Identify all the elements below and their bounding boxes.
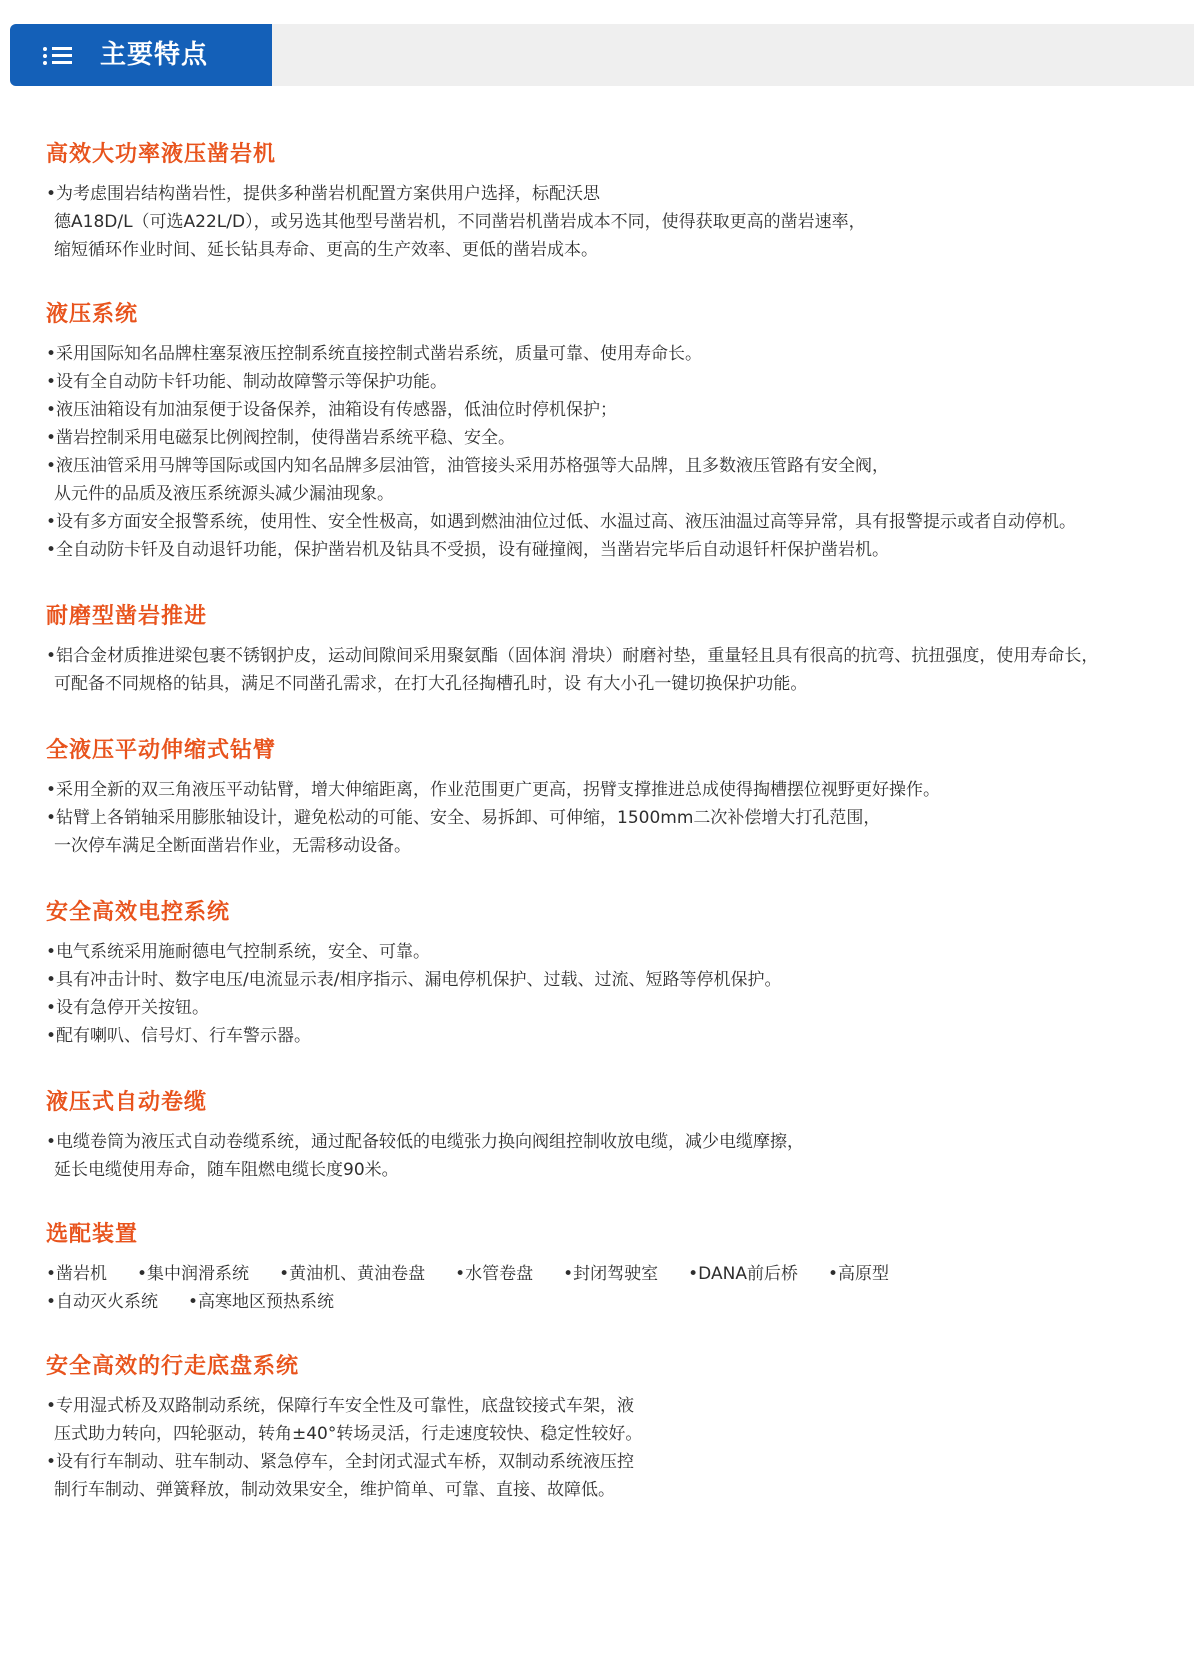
menu-list-icon	[43, 45, 73, 67]
bullet-line: •采用国际知名品牌柱塞泵液压控制系统直接控制式凿岩系统，质量可靠、使用寿命长。	[46, 344, 703, 364]
section-title: 耐磨型凿岩推进	[46, 604, 208, 629]
bullet-item	[46, 994, 1166, 1022]
bullet-item	[46, 642, 1166, 698]
section-title: 选配装置	[46, 1222, 139, 1247]
section-drill-boom	[46, 734, 1166, 860]
bullet-line: •液压油箱设有加油泵便于设备保养，油箱设有传感器，低油位时停机保护；	[46, 400, 618, 420]
bullet-item	[46, 804, 1166, 860]
bullet-item	[46, 508, 1166, 536]
option-item: •集中润滑系统	[137, 1264, 250, 1284]
bullet-item	[46, 452, 1166, 508]
bullet-line: 可配备不同规格的钻具，满足不同凿孔需求，在打大孔径掏槽孔时，设 有大小孔一键切换保护功能。	[54, 674, 808, 694]
option-item: •水管卷盘	[455, 1264, 534, 1284]
section-rock-feed	[46, 600, 1166, 698]
section-title: 安全高效的行走底盘系统	[46, 1354, 300, 1379]
section-hydraulic-system	[46, 298, 1166, 564]
bullet-item	[46, 396, 1166, 424]
section-title: 液压式自动卷缆	[46, 1090, 208, 1115]
bullet-line: •配有喇叭、信号灯、行车警示器。	[46, 1026, 312, 1046]
section-hydraulic-drill	[46, 138, 1166, 264]
options-row	[46, 1260, 1166, 1288]
bullet-line: •电气系统采用施耐德电气控制系统，安全、可靠。	[46, 942, 431, 962]
features-content	[46, 138, 1166, 1504]
bullet-line: •设有急停开关按钮。	[46, 998, 210, 1018]
bullet-item	[46, 938, 1166, 966]
bullet-line: •凿岩控制采用电磁泵比例阀控制，使得凿岩系统平稳、安全。	[46, 428, 516, 448]
bullet-item	[46, 180, 1166, 264]
bullet-line: 一次停车满足全断面凿岩作业，无需移动设备。	[54, 836, 411, 856]
section-title: 液压系统	[46, 302, 139, 327]
bullet-line: •采用全新的双三角液压平动钻臂，增大伸缩距离，作业范围更广更高，拐臂支撑推进总成使得掏槽摆位视野更好操作。	[46, 780, 941, 800]
option-item: •封闭驾驶室	[563, 1264, 659, 1284]
bullet-line: 压式助力转向，四轮驱动，转角±40°转场灵活，行走速度较快、稳定性较好。	[54, 1424, 643, 1444]
option-item: •DANA前后桥	[688, 1264, 798, 1284]
bullet-line: •液压油管采用马牌等国际或国内知名品牌多层油管，油管接头采用苏格强等大品牌，且多数液压管路有安全阀，	[46, 456, 890, 476]
bullet-line: 德A18D/L（可选A22L/D），或另选其他型号凿岩机，不同凿岩机凿岩成本不同，使得获取更高的凿岩速率，	[54, 212, 866, 232]
bullet-item	[46, 1022, 1166, 1050]
bullet-item	[46, 368, 1166, 396]
bullet-line: •电缆卷筒为液压式自动卷缆系统，通过配备较低的电缆张力换向阀组控制收放电缆，减少电缆摩擦，	[46, 1132, 805, 1152]
option-item: •凿岩机	[46, 1264, 108, 1284]
bullet-line: •设有全自动防卡钎功能、制动故障警示等保护功能。	[46, 372, 448, 392]
bullet-line: 制行车制动、弹簧释放，制动效果安全，维护简单、可靠、直接、故障低。	[54, 1480, 615, 1500]
section-title: 高效大功率液压凿岩机	[46, 142, 277, 167]
options-row	[46, 1288, 1166, 1316]
header-bar	[10, 24, 1194, 86]
bullet-line: 从元件的品质及液压系统源头减少漏油现象。	[54, 484, 394, 504]
header-tab	[10, 24, 272, 86]
bullet-line: 延长电缆使用寿命，随车阻燃电缆长度90米。	[54, 1160, 399, 1180]
option-item: •自动灭火系统	[46, 1292, 159, 1312]
bullet-item	[46, 966, 1166, 994]
bullet-item	[46, 424, 1166, 452]
bullet-item	[46, 340, 1166, 368]
bullet-line: •专用湿式桥及双路制动系统，保障行车安全性及可靠性，底盘铰接式车架，液	[46, 1396, 635, 1416]
section-electric-control	[46, 896, 1166, 1050]
section-cable-reel	[46, 1086, 1166, 1184]
option-item: •高寒地区预热系统	[188, 1292, 335, 1312]
bullet-line: •设有多方面安全报警系统，使用性、安全性极高，如遇到燃油油位过低、水温过高、液压油温过高等异常，具有报警提示或者自动停机。	[46, 512, 1077, 532]
bullet-line: •铝合金材质推进梁包裹不锈钢护皮，运动间隙间采用聚氨酯（固体润 滑块）耐磨衬垫，重量轻且具有很高的抗弯、抗扭强度，使用寿命长，	[46, 646, 1099, 666]
section-optional-equipment	[46, 1218, 1166, 1316]
bullet-line: •具有冲击计时、数字电压/电流显示表/相序指示、漏电停机保护、过载、过流、短路等停机保护。	[46, 970, 782, 990]
bullet-item	[46, 776, 1166, 804]
section-title: 安全高效电控系统	[46, 900, 231, 925]
bullet-item	[46, 1392, 1166, 1448]
bullet-line: •钻臂上各销轴采用膨胀轴设计，避免松动的可能、安全、易拆卸、可伸缩，1500mm二次补偿增大打孔范围，	[46, 808, 881, 828]
bullet-item	[46, 536, 1166, 564]
bullet-item	[46, 1448, 1166, 1504]
bullet-item	[46, 1128, 1166, 1184]
option-item: •高原型	[827, 1264, 889, 1284]
bullet-line: •设有行车制动、驻车制动、紧急停车，全封闭式湿式车桥，双制动系统液压控	[46, 1452, 635, 1472]
bullet-line: •为考虑围岩结构凿岩性，提供多种凿岩机配置方案供用户选择，标配沃思	[46, 184, 601, 204]
bullet-line: •全自动防卡钎及自动退钎功能，保护凿岩机及钻具不受损，设有碰撞阀，当凿岩完毕后自动退钎杆保护凿岩机。	[46, 540, 890, 560]
bullet-line: 缩短循环作业时间、延长钻具寿命、更高的生产效率、更低的凿岩成本。	[54, 240, 598, 260]
section-title: 全液压平动伸缩式钻臂	[46, 738, 277, 763]
page-title: 主要特点	[100, 40, 209, 70]
option-item: •黄油机、黄油卷盘	[279, 1264, 426, 1284]
section-chassis	[46, 1350, 1166, 1504]
